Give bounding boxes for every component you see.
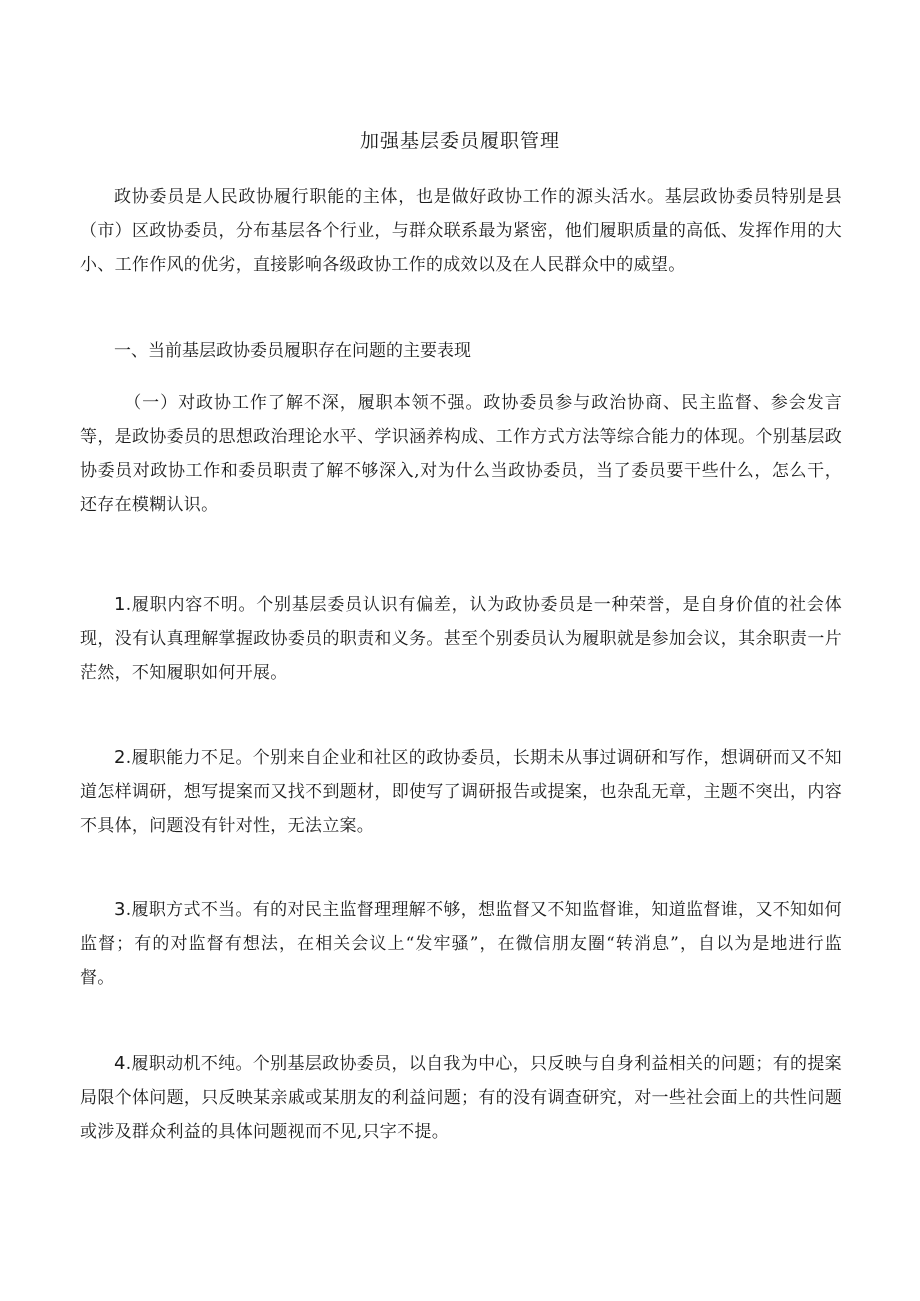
list-text-1: .履职内容不明。个别基层委员认识有偏差，认为政协委员是一种荣誉，是自身价值的社会体现，没有认真理解掌握政协委员的职责和义务。甚至个别委员认为履职就是参加会议，其余职责一片茫然，不知履职如何开展。 <box>80 595 842 683</box>
list-item-4 <box>80 1047 842 1149</box>
list-item-1 <box>80 588 842 690</box>
document-title: 加强基层委员履职管理 <box>359 130 560 152</box>
list-item-3 <box>80 893 842 995</box>
list-text-2: .履职能力不足。个别来自企业和社区的政协委员，长期未从事过调研和写作，想调研而又不知道怎样调研，想写提案而又找不到题材，即使写了调研报告或提案，也杂乱无章，主题不突出，内容不具体，问题没有针对性，无法立案。 <box>80 748 842 836</box>
list-text-4: .履职动机不纯。个别基层政协委员，以自我为中心，只反映与自身利益相关的问题；有的提案局限个体问题，只反映某亲戚或某朋友的利益问题；有的没有调查研究，对一些社会面上的共性问题或涉及群众利益的具体问题视而不见,只字不提。 <box>80 1054 842 1142</box>
list-text-3: .履职方式不当。有的对民主监督理理解不够，想监督又不知监督谁，知道监督谁，又不知如何监督；有的对监督有想法，在相关会议上“发牢骚”，在微信朋友圈“转消息”，自以为是地进行监督。 <box>80 900 842 988</box>
intro-paragraph: 政协委员是人民政协履行职能的主体，也是做好政协工作的源头活水。基层政协委员特别是县（市）区政协委员，分布基层各个行业，与群众联系最为紧密，他们履职质量的高低、发挥作用的大小、工作作风的优劣，直接影响各级政协工作的成效以及在人民群众中的威望。 <box>80 187 842 275</box>
list-number-3: 3 <box>114 899 126 920</box>
list-number-2: 2 <box>114 747 126 768</box>
list-item-2 <box>80 741 842 843</box>
list-number-1: 1 <box>114 594 126 615</box>
subsection-paragraph: （一）对政协工作了解不深，履职本领不强。政协委员参与政治协商、民主监督、参会发言等，是政协委员的思想政治理论水平、学识涵养构成、工作方式方法等综合能力的体现。个别基层政协委员对政协工作和委员职责了解不够深入,对为什么当政协委员，当了委员要干些什么，怎么干，还存在模糊认识。 <box>80 393 842 515</box>
section-heading: 一、当前基层政协委员履职存在问题的主要表现 <box>114 341 471 361</box>
list-number-4: 4 <box>114 1053 126 1074</box>
